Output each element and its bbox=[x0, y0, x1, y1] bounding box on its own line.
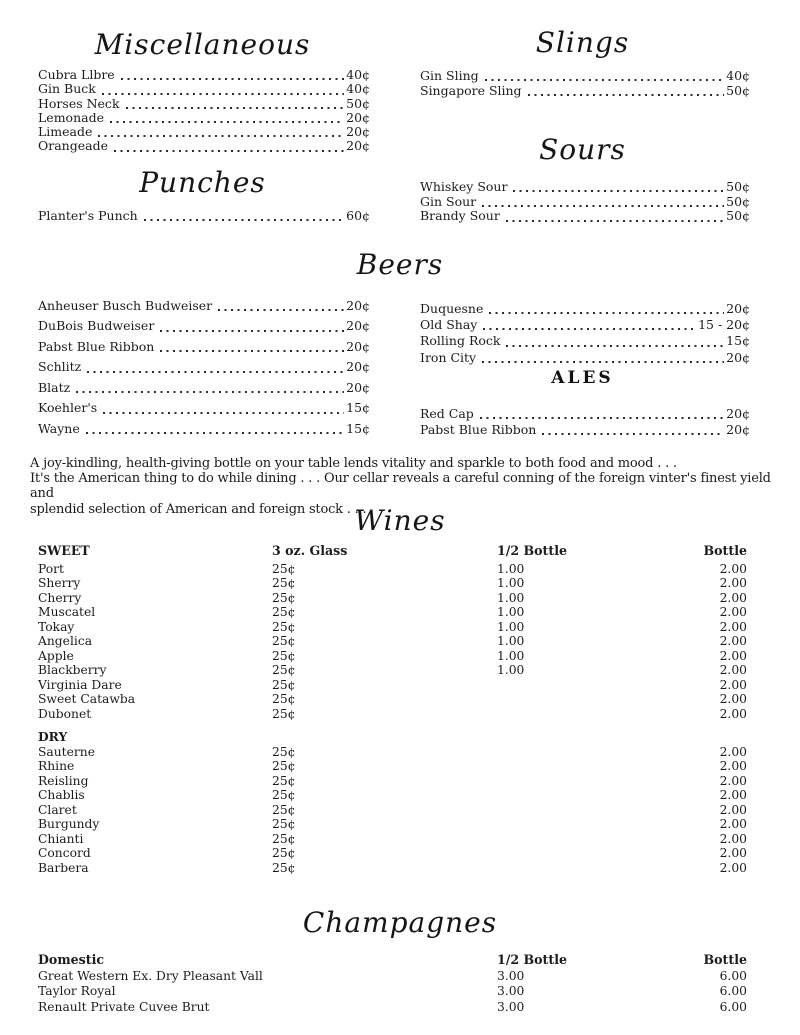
menu-item bbox=[420, 180, 750, 194]
wine-glass-price: 25¢ bbox=[272, 663, 296, 677]
wine-half-price bbox=[497, 846, 677, 861]
dot-leader bbox=[218, 309, 344, 311]
champagne-bottle-price: 6.00 bbox=[719, 969, 747, 984]
wine-half-price bbox=[497, 861, 677, 876]
item-name: Pabst Blue Ribbon bbox=[420, 421, 537, 437]
wine-name: Barbera bbox=[38, 860, 89, 875]
wine-half-price: 1.00 bbox=[497, 605, 525, 619]
punches-list bbox=[38, 209, 370, 223]
item-price: 50¢ bbox=[726, 208, 750, 224]
item-price: 60¢ bbox=[346, 208, 370, 223]
menu-item bbox=[38, 422, 370, 436]
wine-bottle-price: 2.00 bbox=[719, 802, 747, 817]
wine-glass-price: 25¢ bbox=[272, 692, 296, 706]
dot-leader bbox=[160, 350, 344, 352]
wine-glass-price: 25¢ bbox=[272, 706, 296, 721]
dot-leader bbox=[98, 135, 344, 137]
wine-row bbox=[38, 634, 747, 649]
item-price: 20¢ bbox=[346, 359, 370, 375]
item-name: Horses Neck bbox=[38, 95, 120, 111]
wine-name: Apple bbox=[38, 648, 74, 663]
wine-glass-price: 25¢ bbox=[272, 677, 296, 692]
menu-item bbox=[420, 334, 750, 348]
menu-item bbox=[420, 407, 750, 421]
dot-leader bbox=[480, 417, 724, 419]
wine-row bbox=[38, 562, 747, 577]
dot-leader bbox=[542, 433, 724, 435]
section-title-punches: Punches bbox=[139, 166, 266, 199]
dot-leader bbox=[513, 190, 724, 192]
item-name: Limeade bbox=[38, 124, 93, 140]
dot-leader bbox=[528, 94, 725, 96]
item-name: Red Cap bbox=[420, 406, 474, 421]
wine-half-price: 1.00 bbox=[497, 648, 525, 663]
item-price: 20¢ bbox=[346, 298, 370, 313]
item-name: DuBois Budweiser bbox=[38, 318, 155, 334]
wine-glass-price: 25¢ bbox=[272, 846, 296, 860]
item-name: Whiskey Sour bbox=[420, 179, 508, 194]
wine-row bbox=[38, 861, 747, 876]
item-price: 20¢ bbox=[726, 421, 750, 437]
wine-bottle-price: 2.00 bbox=[719, 773, 747, 788]
champagne-name: Great Western Ex. Dry Pleasant Vall bbox=[38, 969, 263, 984]
champagne-name: Renault Private Cuvee Brut bbox=[38, 999, 210, 1014]
champagne-bottle-price: 6.00 bbox=[719, 999, 747, 1014]
menu-item bbox=[420, 84, 750, 98]
wine-bottle-price: 2.00 bbox=[719, 605, 747, 619]
item-price: 15 - 20¢ bbox=[698, 317, 750, 333]
wine-bottle-price: 2.00 bbox=[719, 692, 747, 706]
item-name: Brandy Sour bbox=[420, 208, 500, 224]
wine-bottle-price: 2.00 bbox=[719, 663, 747, 677]
wine-bottle-price: 2.00 bbox=[719, 759, 747, 773]
item-price: 20¢ bbox=[346, 124, 370, 140]
dot-leader bbox=[76, 391, 344, 393]
wine-half-price: 1.00 bbox=[497, 561, 525, 576]
item-name: Gin Sling bbox=[420, 68, 479, 83]
wines-header-bottle: Bottle bbox=[703, 543, 747, 558]
beers-right-list bbox=[420, 302, 750, 367]
dot-leader bbox=[483, 328, 696, 330]
wine-glass-price: 25¢ bbox=[272, 561, 296, 576]
item-price: 40¢ bbox=[346, 81, 370, 97]
menu-item bbox=[38, 209, 370, 223]
wine-glass-price: 25¢ bbox=[272, 648, 296, 663]
wine-half-price bbox=[497, 745, 677, 760]
section-title-beers: Beers bbox=[356, 248, 444, 281]
wine-bottle-price: 2.00 bbox=[719, 744, 747, 759]
menu-item bbox=[420, 302, 750, 316]
wine-half-price bbox=[497, 803, 677, 818]
wine-bottle-price: 2.00 bbox=[719, 648, 747, 663]
wine-name: Sweet Catawba bbox=[38, 692, 136, 706]
champagne-row bbox=[38, 1000, 747, 1015]
wine-row bbox=[38, 759, 747, 774]
wine-name: Angelica bbox=[38, 634, 93, 648]
intro-line: It's the American thing to do while dining . . . Our cellar reveals a careful conning of the foreign vinter's finest yield and bbox=[30, 471, 771, 502]
wine-row bbox=[38, 707, 747, 722]
intro-line: splendid selection of American and foreign stock . . . bbox=[30, 501, 367, 517]
wine-name: Sauterne bbox=[38, 744, 95, 759]
dot-leader bbox=[103, 412, 344, 414]
item-name: Duquesne bbox=[420, 301, 484, 316]
miscellaneous-list bbox=[38, 68, 370, 154]
champagne-bottle-price: 6.00 bbox=[719, 984, 747, 999]
champagne-half-price: 3.00 bbox=[497, 999, 525, 1014]
wine-name: Reisling bbox=[38, 773, 89, 788]
item-name: Old Shay bbox=[420, 317, 478, 333]
item-price: 40¢ bbox=[346, 67, 370, 82]
item-price: 20¢ bbox=[346, 318, 370, 334]
menu-item bbox=[38, 139, 370, 153]
menu-item bbox=[38, 319, 370, 333]
menu-item bbox=[38, 125, 370, 139]
item-price: 15¢ bbox=[346, 400, 370, 416]
menu-item bbox=[38, 97, 370, 111]
wine-bottle-price: 2.00 bbox=[719, 561, 747, 576]
wine-name: Virginia Dare bbox=[38, 677, 122, 692]
menu-item bbox=[420, 195, 750, 209]
wines-dry-label-row bbox=[38, 730, 747, 745]
dot-leader bbox=[87, 371, 344, 373]
wine-half-price bbox=[497, 788, 677, 803]
item-price: 50¢ bbox=[346, 95, 370, 111]
wine-row bbox=[38, 620, 747, 635]
item-price: 50¢ bbox=[726, 179, 750, 194]
wine-row bbox=[38, 576, 747, 591]
wine-half-price bbox=[497, 832, 677, 847]
wine-name: Claret bbox=[38, 802, 77, 817]
item-name: Rolling Rock bbox=[420, 333, 501, 349]
wine-bottle-price: 2.00 bbox=[719, 846, 747, 860]
item-price: 50¢ bbox=[726, 82, 750, 98]
section-title-champagnes: Champagnes bbox=[302, 906, 498, 939]
item-price: 50¢ bbox=[726, 193, 750, 209]
wine-name: Concord bbox=[38, 846, 91, 860]
wines-header-glass: 3 oz. Glass bbox=[272, 543, 348, 558]
wine-bottle-price: 2.00 bbox=[719, 677, 747, 692]
wines-header-row bbox=[38, 544, 747, 559]
wines-header-sweet: SWEET bbox=[38, 543, 90, 558]
wine-name: Tokay bbox=[38, 619, 75, 634]
item-name: Planter's Punch bbox=[38, 208, 138, 223]
wine-glass-price: 25¢ bbox=[272, 576, 296, 590]
item-name: Iron City bbox=[420, 349, 477, 365]
item-price: 20¢ bbox=[346, 138, 370, 154]
wine-glass-price: 25¢ bbox=[272, 634, 296, 648]
wine-name: Chianti bbox=[38, 831, 84, 846]
item-name: Anheuser Busch Budweiser bbox=[38, 298, 213, 313]
wine-row bbox=[38, 745, 747, 760]
menu-item bbox=[38, 82, 370, 96]
wine-glass-price: 25¢ bbox=[272, 773, 296, 788]
wine-bottle-price: 2.00 bbox=[719, 634, 747, 648]
champagne-name: Taylor Royal bbox=[38, 984, 116, 999]
champagnes-header-row bbox=[38, 952, 747, 967]
champagne-row bbox=[38, 969, 747, 984]
wine-bottle-price: 2.00 bbox=[719, 817, 747, 831]
wines-header-half-bottle: 1/2 Bottle bbox=[497, 543, 567, 558]
wine-name: Port bbox=[38, 561, 64, 576]
dot-leader bbox=[144, 219, 344, 221]
sours-list bbox=[420, 180, 750, 224]
section-title-slings: Slings bbox=[535, 26, 630, 59]
section-title-wines: Wines bbox=[354, 504, 446, 537]
slings-list bbox=[420, 69, 750, 99]
wine-name: Cherry bbox=[38, 590, 82, 605]
dot-leader bbox=[506, 220, 724, 222]
item-price: 20¢ bbox=[346, 338, 370, 354]
wine-row bbox=[38, 649, 747, 664]
wine-row bbox=[38, 605, 747, 620]
champagnes-header-domestic: Domestic bbox=[38, 952, 105, 967]
dot-leader bbox=[86, 432, 344, 434]
dot-leader bbox=[485, 79, 725, 81]
wine-glass-price: 25¢ bbox=[272, 619, 296, 634]
wine-glass-price: 25¢ bbox=[272, 744, 296, 759]
wine-row bbox=[38, 846, 747, 861]
dot-leader bbox=[121, 78, 344, 80]
dot-leader bbox=[102, 93, 344, 95]
wine-row bbox=[38, 774, 747, 789]
wines-table bbox=[38, 544, 747, 875]
wine-name: Blackberry bbox=[38, 663, 107, 677]
item-name: Cubra Llbre bbox=[38, 67, 115, 82]
section-title-ales: ALES bbox=[551, 368, 614, 388]
menu-item bbox=[420, 351, 750, 365]
wine-glass-price: 25¢ bbox=[272, 831, 296, 846]
wine-bottle-price: 2.00 bbox=[719, 788, 747, 802]
item-name: Schlitz bbox=[38, 359, 82, 375]
wine-name: Dubonet bbox=[38, 706, 92, 721]
menu-item bbox=[38, 401, 370, 415]
champagnes-header-half-bottle: 1/2 Bottle bbox=[497, 952, 567, 967]
menu-item bbox=[38, 68, 370, 82]
wine-name: Chablis bbox=[38, 788, 85, 802]
menu-item bbox=[38, 111, 370, 125]
menu-item bbox=[420, 318, 750, 332]
item-price: 20¢ bbox=[346, 109, 370, 125]
item-price: 40¢ bbox=[726, 68, 750, 83]
item-name: Wayne bbox=[38, 420, 80, 436]
wine-bottle-price: 2.00 bbox=[719, 831, 747, 846]
menu-item bbox=[38, 381, 370, 395]
dot-leader bbox=[482, 361, 724, 363]
dot-leader bbox=[160, 330, 344, 332]
dot-leader bbox=[114, 150, 344, 152]
menu-item bbox=[420, 69, 750, 83]
item-price: 20¢ bbox=[346, 379, 370, 395]
item-name: Pabst Blue Ribbon bbox=[38, 338, 155, 354]
wine-row bbox=[38, 678, 747, 693]
champagne-half-price: 3.00 bbox=[497, 969, 525, 984]
wine-glass-price: 25¢ bbox=[272, 817, 296, 831]
wine-name: Rhine bbox=[38, 759, 75, 773]
wine-glass-price: 25¢ bbox=[272, 788, 296, 802]
dot-leader bbox=[482, 205, 724, 207]
wine-half-price bbox=[497, 707, 677, 722]
item-name: Lemonade bbox=[38, 109, 104, 125]
wine-half-price bbox=[497, 678, 677, 693]
dot-leader bbox=[110, 121, 344, 123]
ales-list bbox=[420, 407, 750, 439]
wine-bottle-price: 2.00 bbox=[719, 860, 747, 875]
item-price: 15¢ bbox=[726, 333, 750, 349]
item-price: 20¢ bbox=[726, 349, 750, 365]
wine-half-price: 1.00 bbox=[497, 590, 525, 605]
wine-name: Burgundy bbox=[38, 817, 100, 831]
dot-leader bbox=[506, 345, 724, 347]
item-name: Orangeade bbox=[38, 138, 108, 154]
wine-row bbox=[38, 663, 747, 678]
wine-glass-price: 25¢ bbox=[272, 759, 296, 773]
beers-left-list bbox=[38, 299, 370, 442]
item-price: 20¢ bbox=[726, 301, 750, 316]
item-name: Gin Sour bbox=[420, 193, 477, 209]
wine-row bbox=[38, 692, 747, 707]
wine-half-price: 1.00 bbox=[497, 619, 525, 634]
champagnes-table bbox=[38, 952, 747, 1015]
wine-bottle-price: 2.00 bbox=[719, 590, 747, 605]
section-title-sours: Sours bbox=[539, 133, 626, 166]
wine-half-price bbox=[497, 774, 677, 789]
dot-leader bbox=[126, 107, 345, 109]
wines-dry-label: DRY bbox=[38, 729, 68, 744]
wine-glass-price: 25¢ bbox=[272, 860, 296, 875]
menu-item bbox=[38, 360, 370, 374]
dot-leader bbox=[489, 312, 724, 314]
champagne-half-price: 3.00 bbox=[497, 984, 525, 999]
wine-half-price bbox=[497, 692, 677, 707]
item-name: Blatz bbox=[38, 379, 71, 395]
wine-half-price: 1.00 bbox=[497, 663, 525, 677]
wine-row bbox=[38, 803, 747, 818]
wine-bottle-price: 2.00 bbox=[719, 706, 747, 721]
wine-row bbox=[38, 832, 747, 847]
wine-row bbox=[38, 788, 747, 803]
wine-half-price: 1.00 bbox=[497, 576, 525, 590]
wine-half-price: 1.00 bbox=[497, 634, 525, 648]
wine-glass-price: 25¢ bbox=[272, 605, 296, 619]
item-name: Koehler's bbox=[38, 400, 98, 416]
menu-item bbox=[38, 340, 370, 354]
item-price: 15¢ bbox=[346, 420, 370, 436]
item-name: Singapore Sling bbox=[420, 82, 522, 98]
wine-row bbox=[38, 817, 747, 832]
menu-item bbox=[420, 209, 750, 223]
wine-bottle-price: 2.00 bbox=[719, 619, 747, 634]
champagne-row bbox=[38, 984, 747, 999]
wine-name: Muscatel bbox=[38, 605, 96, 619]
wine-bottle-price: 2.00 bbox=[719, 576, 747, 590]
wine-half-price bbox=[497, 759, 677, 774]
wine-half-price bbox=[497, 817, 677, 832]
intro-line: A joy-kindling, health-giving bottle on your table lends vitality and sparkle to both food and mood . . . bbox=[30, 456, 677, 471]
menu-item bbox=[420, 423, 750, 437]
section-title-miscellaneous: Miscellaneous bbox=[94, 28, 311, 61]
item-price: 20¢ bbox=[726, 406, 750, 421]
menu-item bbox=[38, 299, 370, 313]
wine-row bbox=[38, 591, 747, 606]
wine-glass-price: 25¢ bbox=[272, 590, 296, 605]
champagnes-header-bottle: Bottle bbox=[703, 952, 747, 967]
wine-glass-price: 25¢ bbox=[272, 802, 296, 817]
wine-name: Sherry bbox=[38, 576, 81, 590]
item-name: Gin Buck bbox=[38, 81, 96, 97]
